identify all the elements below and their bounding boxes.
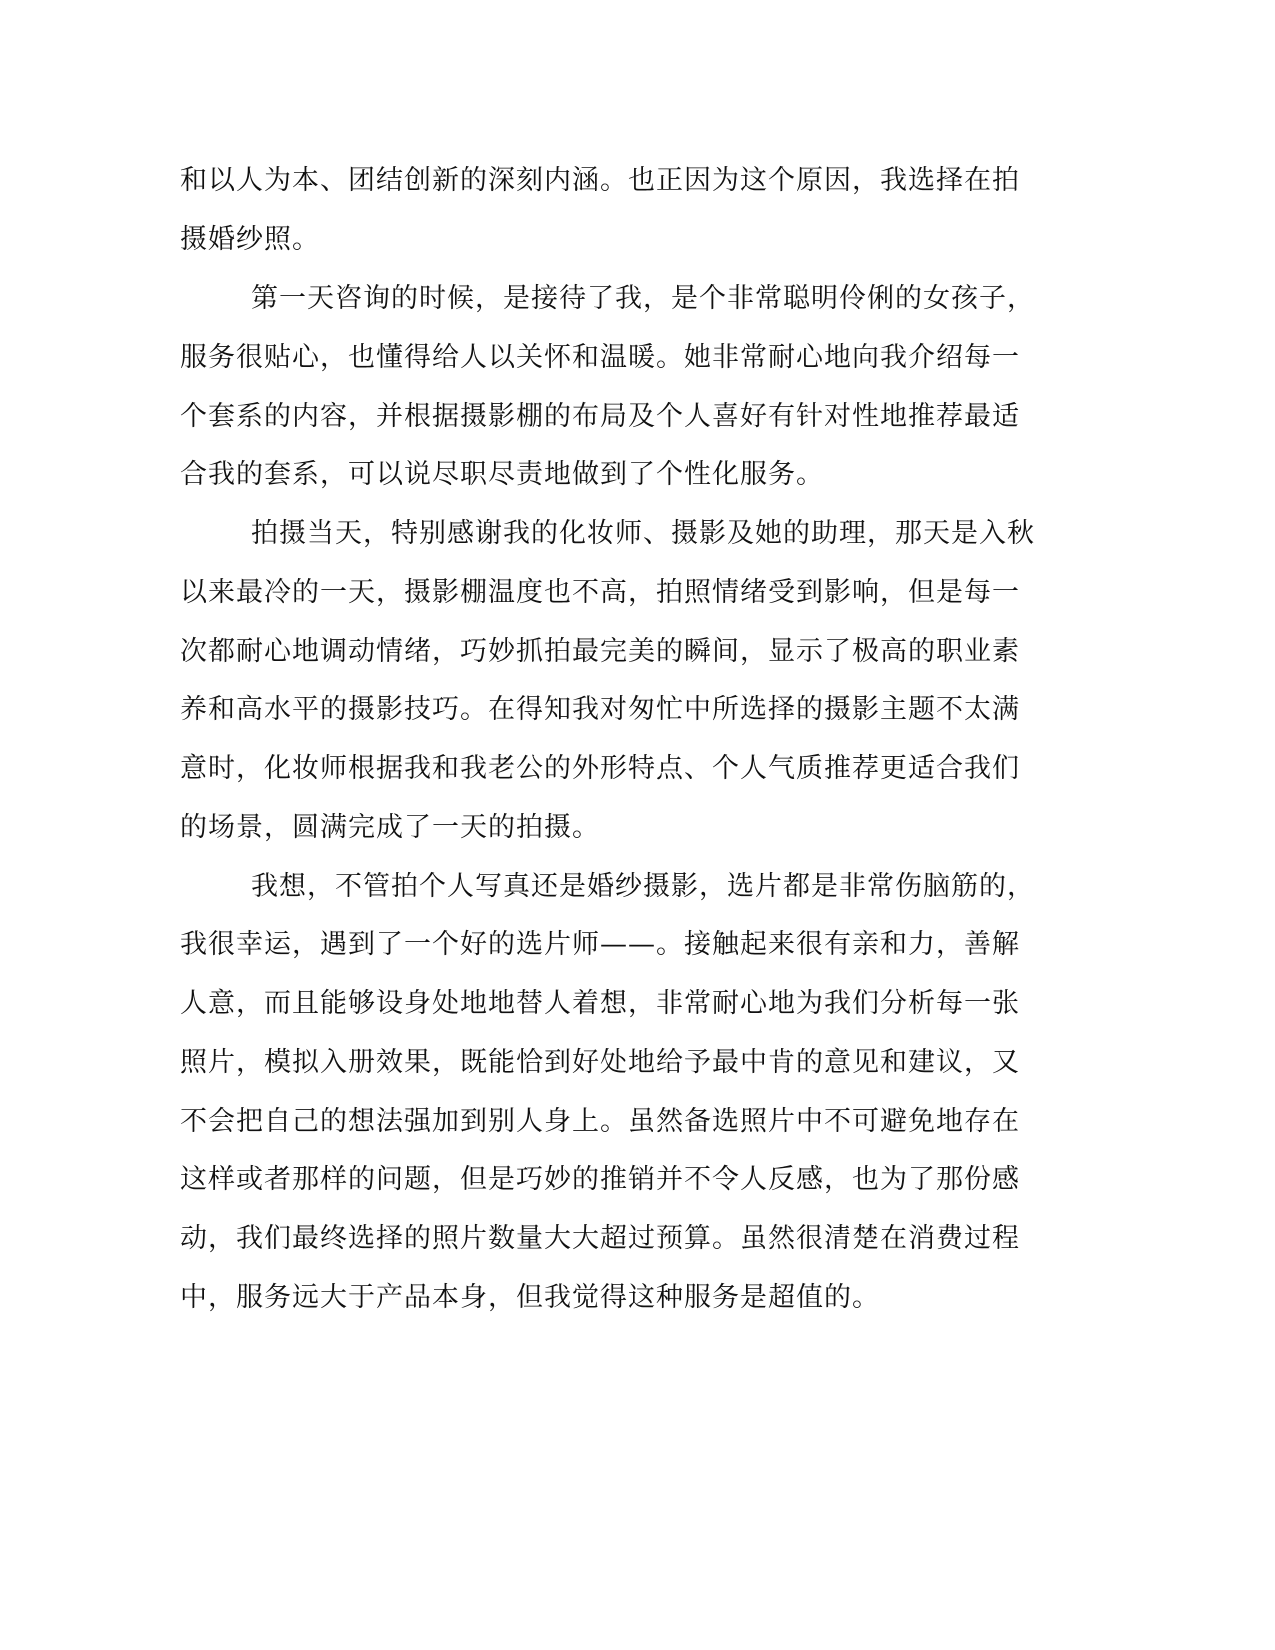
text-line: 养和高水平的摄影技巧。在得知我对匆忙中所选择的摄影主题不太满 [180, 694, 1020, 725]
text-line: 第一天咨询的时候，是接待了我，是个非常聪明伶俐的女孩子， [251, 283, 1035, 314]
text-line: 合我的套系，可以说尽职尽责地做到了个性化服务。 [180, 459, 824, 490]
text-line: 人意，而且能够设身处地地替人着想，非常耐心地为我们分析每一张 [180, 988, 1020, 1019]
text-line: 个套系的内容，并根据摄影棚的布局及个人喜好有针对性地推荐最适 [180, 401, 1020, 432]
text-line: 拍摄当天，特别感谢我的化妆师、摄影及她的助理，那天是入秋 [251, 518, 1035, 549]
text-line: 这样或者那样的问题，但是巧妙的推销并不令人反感，也为了那份感 [180, 1164, 1020, 1195]
text-line: 摄婚纱照。 [180, 224, 320, 255]
text-line: 和以人为本、团结创新的深刻内涵。也正因为这个原因，我选择在拍 [180, 165, 1020, 196]
text-line: 服务很贴心，也懂得给人以关怀和温暖。她非常耐心地向我介绍每一 [180, 342, 1020, 373]
text-line: 动，我们最终选择的照片数量大大超过预算。虽然很清楚在消费过程 [180, 1223, 1020, 1254]
text-line: 照片，模拟入册效果，既能恰到好处地给予最中肯的意见和建议，又 [180, 1047, 1020, 1078]
text-line: 次都耐心地调动情绪，巧妙抓拍最完美的瞬间，显示了极高的职业素 [180, 636, 1020, 667]
text-line: 不会把自己的想法强加到别人身上。虽然备选照片中不可避免地存在 [180, 1106, 1020, 1137]
text-line: 中，服务远大于产品本身，但我觉得这种服务是超值的。 [180, 1282, 880, 1313]
text-line: 的场景，圆满完成了一天的拍摄。 [180, 812, 600, 843]
text-line: 以来最冷的一天，摄影棚温度也不高，拍照情绪受到影响，但是每一 [180, 577, 1020, 608]
text-line: 意时，化妆师根据我和我老公的外形特点、个人气质推荐更适合我们 [180, 753, 1020, 784]
text-line: 我很幸运，遇到了一个好的选片师——。接触起来很有亲和力，善解 [180, 929, 1020, 960]
text-line: 我想，不管拍个人写真还是婚纱摄影，选片都是非常伤脑筋的， [251, 871, 1035, 902]
